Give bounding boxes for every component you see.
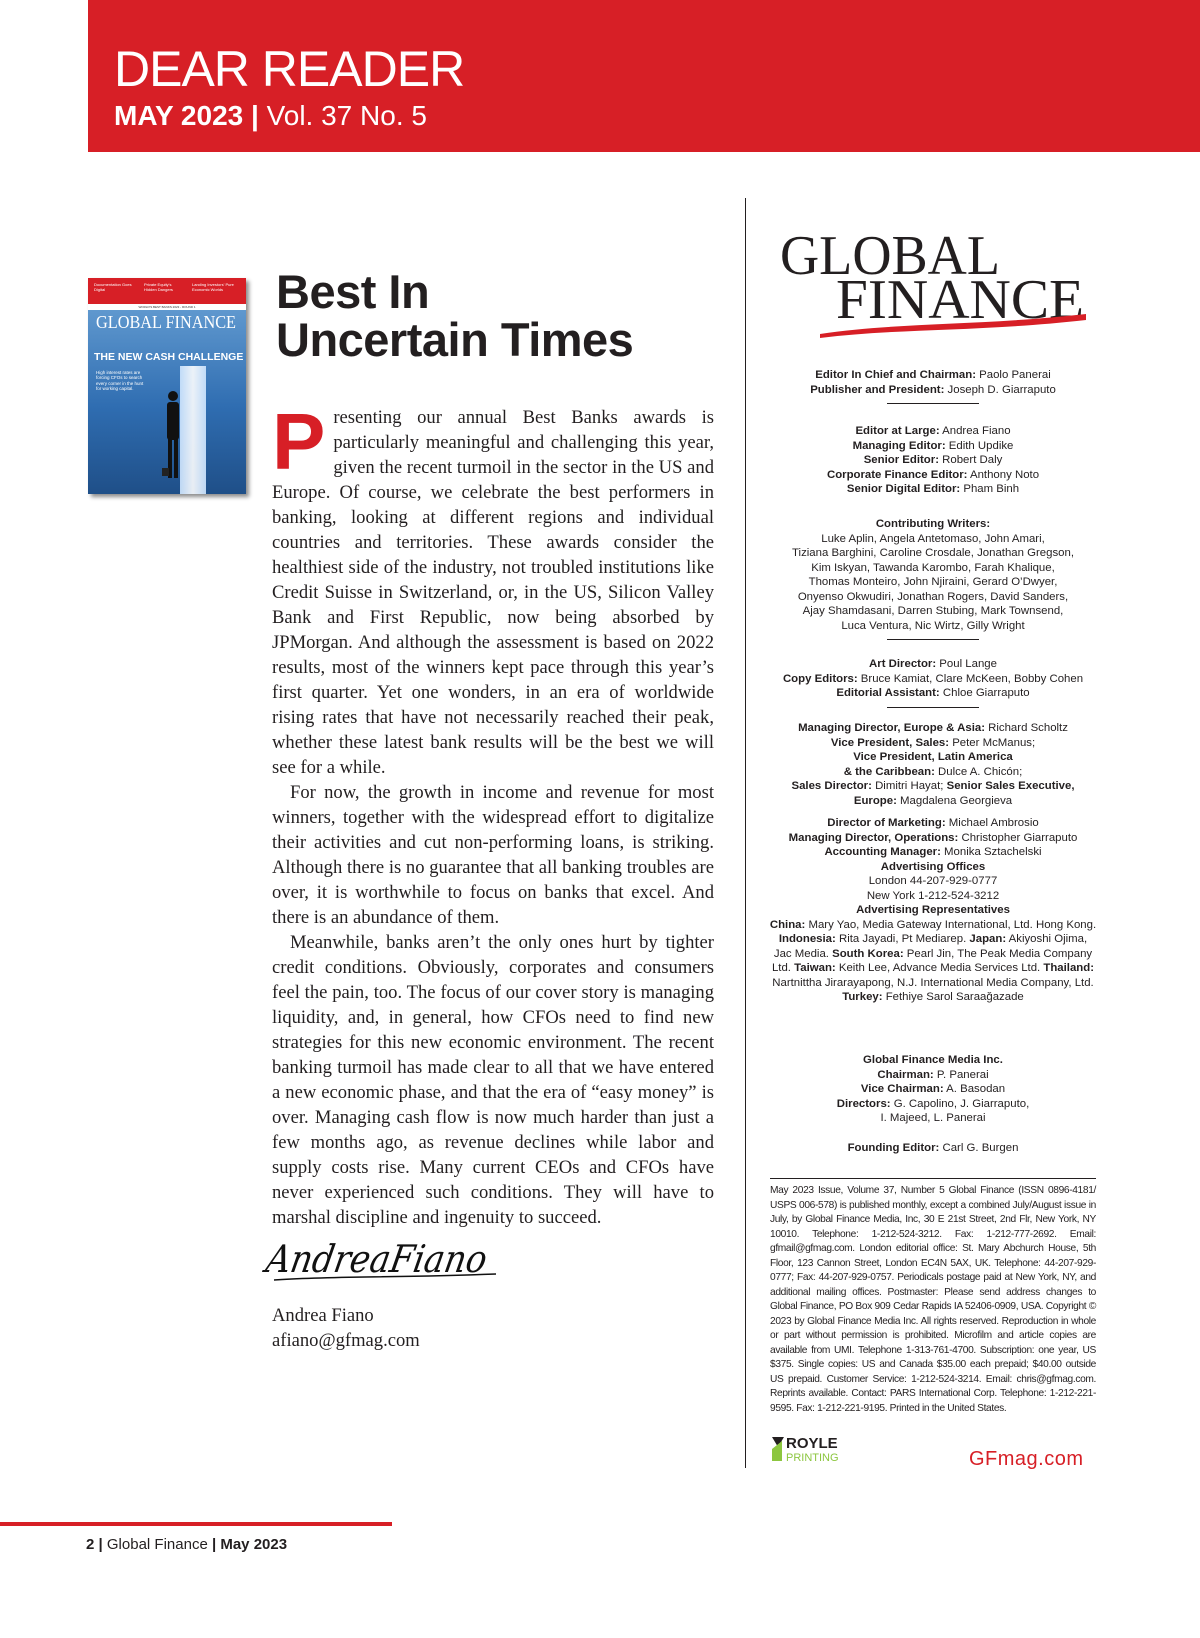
role-label: Senior Editor: [863, 454, 939, 466]
role-label: Art Director: [869, 658, 937, 670]
country-label: China: [769, 918, 806, 931]
cover-strip: WORLD'S BEST BANKS 2023 - ROUND 1 [88, 304, 246, 310]
masthead-line [765, 657, 1101, 672]
fine-print-rule [770, 1178, 1096, 1179]
masthead-line [765, 736, 1101, 751]
masthead-line [765, 765, 1101, 780]
role-label: Directors: [836, 1097, 891, 1110]
issue-line [114, 102, 427, 130]
role-label: Senior Sales Executive, [946, 780, 1075, 792]
section-title: DEAR READER [114, 41, 465, 97]
role-label: Sales Director: [791, 780, 872, 792]
role-label: Copy Editors: [782, 672, 858, 685]
masthead-rule [887, 639, 979, 640]
role-label: Managing Editor: [852, 439, 946, 452]
author-email[interactable]: afiano@gfmag.com [272, 1330, 420, 1351]
headline-line-2: Uncertain Times [276, 313, 634, 367]
masthead-group-company [765, 1053, 1101, 1126]
writers-line: Thomas Monteiro, John Njiraini, Gerard O’Dwyer, [808, 576, 1058, 588]
masthead-line [765, 990, 1101, 1005]
rep-name: Fethiye Sarol Saraağazade [882, 991, 1024, 1003]
office-line: New York 1-212-524-3212 [866, 889, 1000, 902]
person-name: Robert Daly [939, 454, 1003, 466]
masthead-group-operations [765, 816, 1101, 1005]
cover-top-item: Landing Investors' Pure Economic Worlds [192, 282, 234, 292]
masthead-line [765, 831, 1101, 846]
country-label: Thailand: [1043, 962, 1095, 974]
paragraph-2: For now, the growth in income and revenue for most winners, together with the widespread effort to digitalize their activities and cut non-performing loans, is striking. Although there is no guarantee that all banking troubles are over, it is worthwhile to focus on banks that excel. And there is an abundance of them. [272, 782, 714, 928]
rep-name: Keith Lee, Advance Media Services Ltd. [835, 962, 1044, 974]
masthead-line [765, 686, 1101, 701]
masthead-group-art [765, 657, 1101, 708]
rep-name: Rita Jayadi, Pt Mediarep. [835, 933, 970, 945]
person-name: Carl G. Burgen [939, 1142, 1019, 1154]
person-name: G. Capolino, J. Giarraputo, [890, 1097, 1030, 1110]
writers-line: Ajay Shamdasani, Darren Stubing, Mark Townsend, [802, 605, 1064, 617]
country-label: Japan: [969, 933, 1007, 945]
directors-continued: I. Majeed, L. Panerai [880, 1112, 986, 1124]
website-link[interactable]: GFmag.com [969, 1448, 1084, 1470]
cover-headline: THE NEW CASH CHALLENGE [94, 351, 244, 363]
issue-date: MAY 2023 [114, 100, 244, 131]
role-label: Global Finance Media Inc. [863, 1054, 1003, 1066]
person-name: Joseph D. Giarraputo [944, 383, 1056, 396]
masthead-line [765, 1141, 1101, 1156]
publication-name: Global Finance [106, 1536, 208, 1553]
role-label: Accounting Manager: [824, 846, 941, 858]
role-label: Chairman: [877, 1068, 934, 1081]
person-name: Andrea Fiano [939, 425, 1011, 437]
masthead-line [765, 468, 1101, 483]
masthead-line [765, 482, 1101, 497]
role-label: Advertising Representatives [856, 904, 1010, 916]
country-label: Taiwan: [794, 962, 836, 974]
publication-fine-print: May 2023 Issue, Volume 37, Number 5 Global Finance (ISSN 0896-4181/ USPS 006-578) is published monthly, except a combined July/August issue in July, by Global Finance Media, Inc, 30 E 21st Street, 2nd Flr, New York, NY 10010. Telephone: 1-212-524-3212. Fax: 1-212-777-2692. Email: gfmail@gfmag.com. London editorial office: St. Mary Abchurch House, 5th Floor, 123 Cannon Street, London EC4N 5AX, UK. Telephone: 44-207-929-0777; Fax: 44-207-929-0757. Periodicals postage paid at New York, NY, and additional mailing offices. Postmaster: Please send address changes to Global Finance, PO Box 909 Cedar Rapids IA 52406-0909, USA. Copyright © 2023 by Global Finance Media Inc. All rights reserved. Reproduction in whole or part without permission is prohibited. Microfilm and article copies are available from UMI. Telephone 1-313-761-4700. Subscription: one year, US $375. Single copies: US and Canada $35.00 each prepaid; $40.00 outside US prepaid. Customer Service: 1-212-524-3214. Email: chris@gfmag.com. Reprints available. Contact: PARS International Corp. Telephone: 1-212-221-9595. Fax: 1-212-221-9195. Printed in the United States. [770, 1185, 1096, 1414]
person-name: Christopher Giarraputo [958, 831, 1078, 844]
issue-volume: Vol. 37 No. 5 [258, 100, 427, 131]
country-label: Turkey: [842, 991, 883, 1003]
person-name: Peter McManus; [949, 736, 1036, 749]
office-line: London 44-207-929-0777 [868, 875, 998, 887]
role-label: Corporate Finance Editor: [826, 468, 968, 481]
logo-line-2: FINANCE [836, 269, 1084, 331]
logo-line-1: GLOBAL [780, 225, 1000, 287]
role-label: Editor In Chief and Chairman: [815, 369, 976, 381]
masthead-line [765, 721, 1101, 736]
masthead-group-writers [765, 517, 1101, 640]
person-name: Paolo Panerai [976, 369, 1051, 381]
offices-label [765, 860, 1101, 875]
paragraph-3: Meanwhile, banks aren’t the only ones hurt by tighter credit conditions. Obviously, corporates and consumers feel the pain, too. The focus of our cover story is managing liquidity, and, in general, how CFOs need to find new strategies for this new economic environment. The recent banking turmoil has made clear to all that we have entered a new economic phase, and that the era of “easy money” is over. Managing cash flow is now much harder than just a few months ago, as revenue declines while labor and supply costs rise. Many current CEOs and CFOs have never experienced such conditions. They will have to marshal discipline and ingenuity to succeed. [272, 932, 714, 1228]
writers-line: Kim Iskyan, Tawanda Karombo, Farah Khalique, [811, 561, 1055, 574]
author-name: Andrea Fiano [272, 1305, 374, 1326]
role-label: Vice Chairman: [860, 1083, 944, 1095]
paragraph-1 [272, 397, 714, 780]
masthead-rule [887, 707, 979, 708]
royle-line-2: PRINTING [786, 1452, 839, 1464]
masthead-line [765, 1068, 1101, 1083]
role-label: Vice President, Sales: [830, 736, 950, 749]
masthead-group-sales [765, 721, 1101, 808]
masthead-line [765, 779, 1101, 794]
role-label: Vice President, Latin America [853, 751, 1013, 763]
reps-label [765, 903, 1101, 918]
person-name: Anthony Noto [967, 468, 1040, 481]
country-label: Indonesia: [778, 933, 836, 945]
royle-line-1: ROYLE [786, 1435, 838, 1452]
column-divider [745, 198, 746, 1468]
role-label: Contributing Writers: [875, 518, 991, 530]
role-label: Europe: [853, 794, 897, 807]
role-label: Publisher and President: [810, 383, 945, 396]
person-name: Chloe Giarraputo [939, 687, 1030, 699]
global-finance-logo [780, 222, 1090, 340]
article-headline [276, 265, 716, 367]
masthead-group-executives [765, 368, 1101, 404]
headline-line-1: Best In [276, 265, 430, 318]
person-name: Poul Lange [936, 658, 997, 670]
person-name: Pham Binh [960, 483, 1020, 495]
person-name: Michael Ambrosio [945, 817, 1039, 829]
drop-cap: P [272, 397, 326, 486]
issue-separator: | [251, 100, 259, 131]
role-label: Editor at Large: [855, 425, 940, 437]
person-name: Edith Updike [945, 439, 1014, 452]
royle-printing-logo [772, 1433, 872, 1465]
role-label: Advertising Offices [880, 860, 986, 873]
masthead-group-editors [765, 424, 1101, 497]
person-name: Richard Scholtz [984, 722, 1068, 734]
signature-image-text: AndreaFiano [262, 1237, 519, 1282]
role-label: Editorial Assistant: [836, 687, 940, 699]
person-name: P. Panerai [933, 1068, 989, 1081]
company-label [765, 1053, 1101, 1068]
cover-thumbnail [88, 278, 246, 494]
masthead-rule [887, 403, 979, 404]
cover-top-item: Private Equity's Hidden Dangers [144, 282, 173, 292]
page-number: 2 [86, 1536, 95, 1553]
businessman-figure [162, 388, 182, 484]
masthead-line [765, 1097, 1101, 1112]
writers-label [765, 517, 1101, 532]
masthead-line [765, 672, 1101, 687]
folio-separator: | [98, 1536, 103, 1553]
role-label: Founding Editor: [847, 1142, 940, 1154]
masthead-line [765, 750, 1101, 765]
rep-name: Nartnittha Jirarayapong, N.J. International Media Company, Ltd. [772, 976, 1094, 989]
cover-blurb: High interest rates are forcing CFOs to search every corner in the hunt for working capital. [96, 370, 144, 392]
reps-paragraph [765, 918, 1101, 991]
rep-name: Akiyoshi Ojima, Jac Media. [773, 933, 1088, 960]
masthead-line [765, 845, 1101, 860]
masthead-line [765, 424, 1101, 439]
masthead-line [765, 453, 1101, 468]
masthead-line [765, 439, 1101, 454]
masthead-line [765, 816, 1101, 831]
masthead-founding [765, 1141, 1101, 1156]
rep-name: Pearl Jin, The Peak Media Company Ltd. [771, 947, 1093, 974]
masthead-line [765, 1082, 1101, 1097]
masthead-line [765, 368, 1101, 383]
role-label: Senior Digital Editor: [846, 483, 961, 495]
paragraph-1-text: resenting our annual Best Banks awards is particularly meaningful and challenging this year, given the recent turmoil in the sector in the US and Europe. Of course, we celebrate the best performers in banking, looking at different regions and individual countries and territories. These awards consider the healthiest side of the industry, not troubled institutions like Credit Suisse in Switzerland, or, in the US, Silicon Valley Bank and First Republic, now being absorbed by JPMorgan. And although the assessment is based on 2022 results, most of the winners kept pace through this year’s first quarter. Yet one wonders, in an era of worldwide rising rates that have not necessarily reached their peak, whether these latest bank results will be the best we will see for a while. [272, 407, 714, 778]
writers-line: Luca Ventura, Nic Wirtz, Gilly Wright [841, 619, 1025, 632]
signature [262, 1218, 519, 1294]
folio-separator: | [211, 1536, 217, 1553]
cover-top-bar [88, 278, 246, 304]
person-name: Dulce A. Chicón; [934, 765, 1023, 778]
person-name: Bruce Kamiat, Clare McKeen, Bobby Cohen [857, 672, 1084, 685]
article-body [272, 397, 714, 1230]
cover-door-light [180, 366, 206, 494]
masthead-line [765, 383, 1101, 398]
cover-logo [94, 311, 240, 349]
writers-line: Onyenso Okwudiri, Jonathan Rogers, David Sanders, [797, 590, 1069, 603]
role-label: Director of Marketing: [827, 817, 946, 829]
role-label: & the Caribbean: [843, 765, 935, 778]
person-name: Monika Sztachelski [940, 846, 1042, 858]
country-label: South Korea: [832, 947, 904, 960]
footer-rule [0, 1522, 392, 1526]
cover-logo-text: GLOBAL FINANCE [96, 312, 237, 332]
folio-date: May 2023 [220, 1536, 288, 1553]
cover-top-item: Documentation Goes Digital [94, 282, 132, 292]
role-label: Managing Director, Operations: [788, 831, 959, 844]
person-name: A. Basodan [943, 1083, 1006, 1095]
person-name: Magdalena Georgieva [896, 794, 1013, 807]
role-label: Managing Director, Europe & Asia: [798, 722, 985, 734]
writers-line: Luke Aplin, Angela Antetomaso, John Amari, [821, 532, 1045, 545]
masthead-line [765, 794, 1101, 809]
writers-line: Tiziana Barghini, Caroline Crosdale, Jonathan Gregson, [792, 547, 1074, 559]
person-name: Dimitri Hayat; [871, 780, 947, 792]
rep-name: Mary Yao, Media Gateway International, Ltd. Hong Kong. [805, 918, 1097, 931]
page-folio [86, 1536, 287, 1553]
